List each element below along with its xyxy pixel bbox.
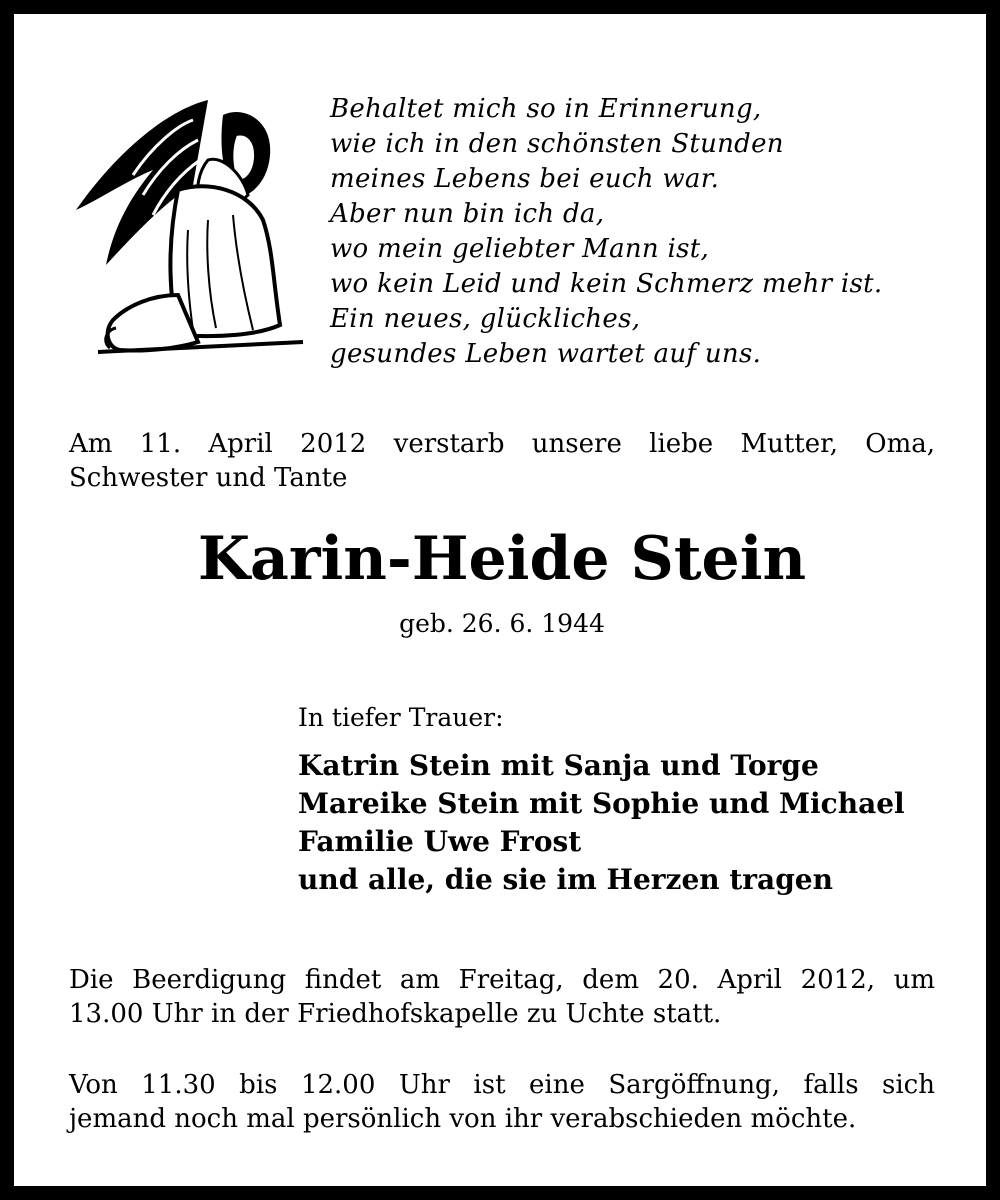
mourning-label: In tiefer Trauer:	[298, 703, 504, 732]
announcement-line: Am 11. April 2012 verstarb unsere liebe Mutter, Oma,	[69, 429, 935, 459]
viewing-line: Von 11.30 bis 12.00 Uhr ist eine Sargöffnung, falls sich	[69, 1070, 935, 1100]
viewing-line: jemand noch mal persönlich von ihr verabschieden möchte.	[69, 1104, 857, 1134]
mourner-entry: Katrin Stein mit Sanja und Torge	[298, 749, 819, 782]
mourner-entry: und alle, die sie im Herzen tragen	[298, 863, 833, 896]
poem-line: wie ich in den schönsten Stunden	[330, 129, 784, 159]
kneeling-angel-icon	[58, 80, 308, 370]
poem-line: meines Lebens bei euch war.	[330, 164, 720, 194]
funeral-line: Die Beerdigung findet am Freitag, dem 20. April 2012, um	[69, 965, 935, 995]
funeral-info	[69, 963, 935, 1031]
mourners-section	[298, 701, 938, 899]
deceased-name: Karin-Heide Stein	[197, 524, 807, 594]
poem-line: Behaltet mich so in Erinnerung,	[330, 94, 762, 124]
death-announcement	[69, 427, 935, 495]
poem-line: Aber nun bin ich da,	[330, 199, 605, 229]
poem-line: wo kein Leid und kein Schmerz mehr ist.	[330, 269, 883, 299]
poem-line: wo mein geliebter Mann ist,	[330, 234, 710, 264]
poem-line: gesundes Leben wartet auf uns.	[330, 339, 762, 369]
birth-date: geb. 26. 6. 1944	[399, 609, 605, 638]
poem-line: Ein neues, glückliches,	[330, 304, 641, 334]
memorial-poem	[330, 92, 970, 372]
funeral-line: 13.00 Uhr in der Friedhofskapelle zu Uchte statt.	[69, 999, 722, 1029]
viewing-info	[69, 1068, 935, 1136]
mourner-entry: Familie Uwe Frost	[298, 825, 582, 858]
announcement-line: Schwester und Tante	[69, 463, 348, 493]
mourner-entry: Mareike Stein mit Sophie und Michael	[298, 787, 905, 820]
